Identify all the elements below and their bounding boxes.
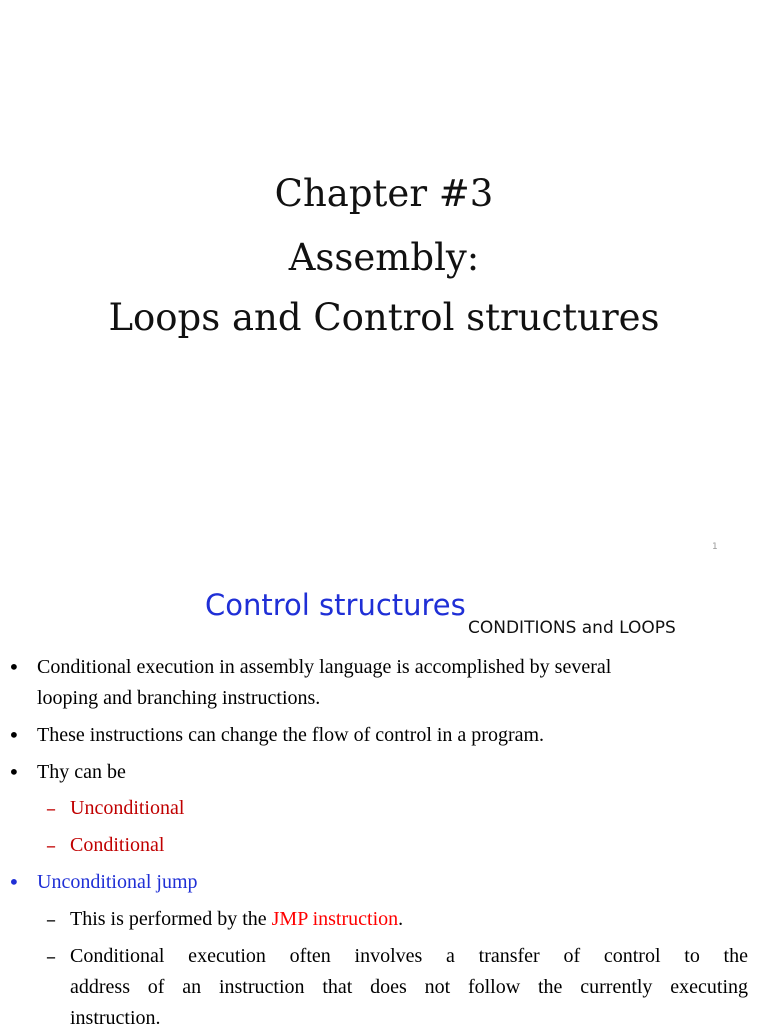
jmp-line-prefix: This is performed by the [70, 908, 272, 930]
jump-heading: Unconditional jump [37, 871, 198, 893]
slide-subtitle: CONDITIONS and LOOPS [468, 618, 676, 638]
dash-marker: – [46, 833, 56, 857]
chapter-subtitle-assembly: Assembly: [288, 236, 480, 279]
jmp-instruction-highlight: JMP instruction [271, 908, 399, 930]
sub-item-unconditional: Unconditional [70, 797, 185, 819]
bullet-dot: • [8, 870, 20, 894]
bullet-dot: • [8, 723, 20, 747]
jmp-line-suffix: . [398, 908, 404, 930]
bullet-text: Thy can be [37, 761, 126, 783]
bullet-text: looping and branching instructions. [37, 687, 321, 709]
bullet-dot: • [8, 760, 20, 784]
chapter-subtitle-topic: Loops and Control structures [108, 296, 660, 339]
jmp-line [70, 904, 403, 934]
cond-exec-text: instruction. [70, 1007, 161, 1029]
dash-marker: – [46, 944, 56, 968]
slide-title: Control structures [205, 588, 466, 622]
page-number: 1 [712, 542, 718, 552]
cond-exec-text: Conditional execution often involves a transfer of control to the [70, 945, 748, 967]
sub-item-conditional: Conditional [70, 834, 165, 856]
dash-marker: – [46, 907, 56, 931]
cond-exec-text: address of an instruction that does not follow the currently executing [70, 976, 748, 998]
dash-marker: – [46, 796, 56, 820]
chapter-title: Chapter #3 [274, 172, 494, 215]
bullet-text: These instructions can change the flow of control in a program. [37, 724, 545, 746]
content-slide [0, 568, 768, 1029]
bullet-dot: • [8, 655, 20, 679]
bullet-text: Conditional execution in assembly language is accomplished by several [37, 656, 612, 678]
